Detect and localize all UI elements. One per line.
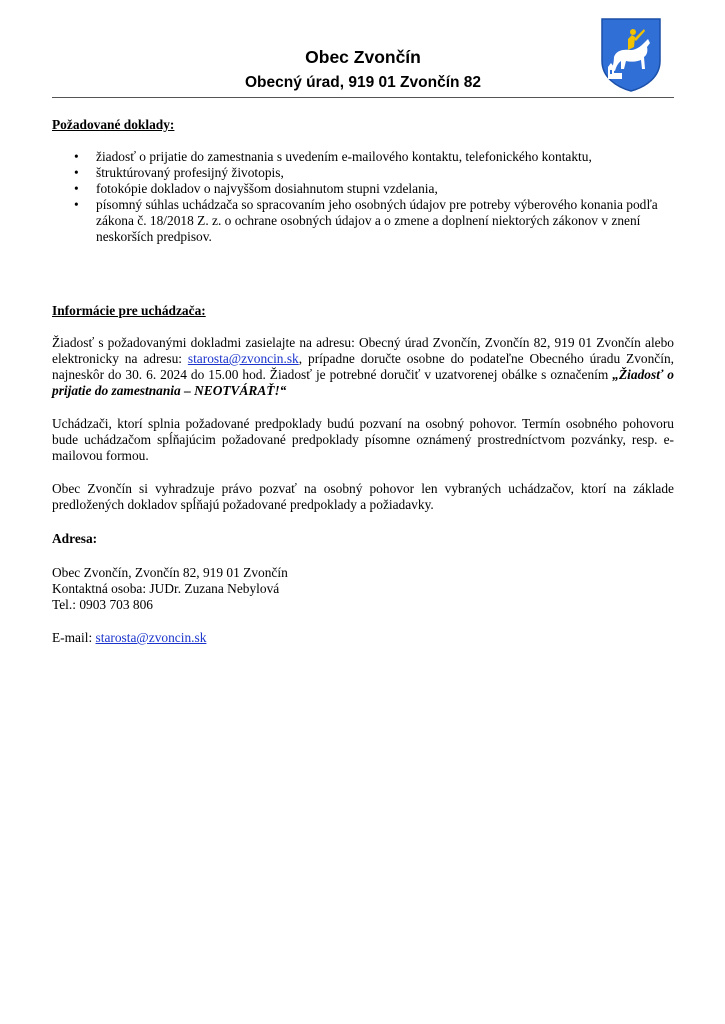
page-title: Obec Zvončín <box>305 47 421 67</box>
bullet-icon: • <box>74 181 79 196</box>
bullet-icon: • <box>74 165 79 180</box>
list-item: • písomný súhlas uchádzača so spracovaním jeho osobných údajov pre potreby výberového konania podľa zákona č. 18/2018 Z. z. o ochrane osobných údajov a o zmene a doplnení niektorých zákonov v znení neskorších predpisov. <box>74 197 658 244</box>
email-link[interactable]: starosta@zvoncin.sk <box>187 351 299 366</box>
list-item: • fotokópie dokladov o najvyššom dosiahnutom stupni vzdelania, <box>74 181 438 196</box>
contact-person: Kontaktná osoba: JUDr. Zuzana Nebylová <box>52 581 280 596</box>
document-header <box>52 18 674 98</box>
email-line: E-mail: starosta@zvoncin.sk <box>52 630 207 645</box>
contact-email-link[interactable]: starosta@zvoncin.sk <box>95 630 207 645</box>
address-line: Obec Zvončín, Zvončín 82, 919 01 Zvončín <box>52 565 288 580</box>
applicant-info-heading: Informácie pre uchádzača: <box>52 303 206 318</box>
address-heading: Adresa: <box>52 531 98 546</box>
page-subtitle: Obecný úrad, 919 01 Zvončín 82 <box>244 74 482 91</box>
header-divider <box>52 97 674 98</box>
coat-of-arms-icon <box>600 17 662 93</box>
envelope-marking: „Žiadosť o prijatie do zamestnania – NEOTVÁRAŤ!“ <box>52 367 674 398</box>
document-body <box>52 117 674 646</box>
list-item: • žiadosť o prijatie do zamestnania s uvedením e-mailového kontaktu, telefonického kontaktu, <box>74 149 592 164</box>
phone-number: Tel.: 0903 703 806 <box>52 597 153 612</box>
bullet-icon: • <box>74 149 79 164</box>
bullet-icon: • <box>74 197 79 212</box>
required-documents-heading: Požadované doklady: <box>52 117 175 132</box>
applicant-info-paragraph-3: Obec Zvončín si vyhradzuje právo pozvať na osobný pohovor len vybraných uchádzačov, ktorí na základe predložených dokladov spĺňajú požadované predpoklady a požiadavky. <box>52 481 674 512</box>
required-documents-list <box>52 149 674 245</box>
applicant-info-paragraph-1: Žiadosť s požadovanými dokladmi zasielajte na adresu: Obecný úrad Zvončín, Zvončín 82, 919 01 Zvončín alebo elektronicky na adresu: starosta@zvoncin.sk, prípadne doručte osobne do podateľne Obecného úradu Zvončín, najneskôr do 30. 6. 2024 do 15.00 hod. Žiadosť je potrebné doručiť v uzatvorenej obálke s označením „Žiadosť o prijatie do zamestnania – NEOTVÁRAŤ!“ <box>52 335 674 398</box>
applicant-info-paragraph-2: Uchádzači, ktorí splnia požadované predpoklady budú pozvaní na osobný pohovor. Termín osobného pohovoru bude uchádzačom spĺňajúcim požadované predpoklady písomne oznámený prostredníctvom pozvánky, resp. e-mailovou formou. <box>52 416 674 463</box>
list-item: • štruktúrovaný profesijný životopis, <box>74 165 284 180</box>
